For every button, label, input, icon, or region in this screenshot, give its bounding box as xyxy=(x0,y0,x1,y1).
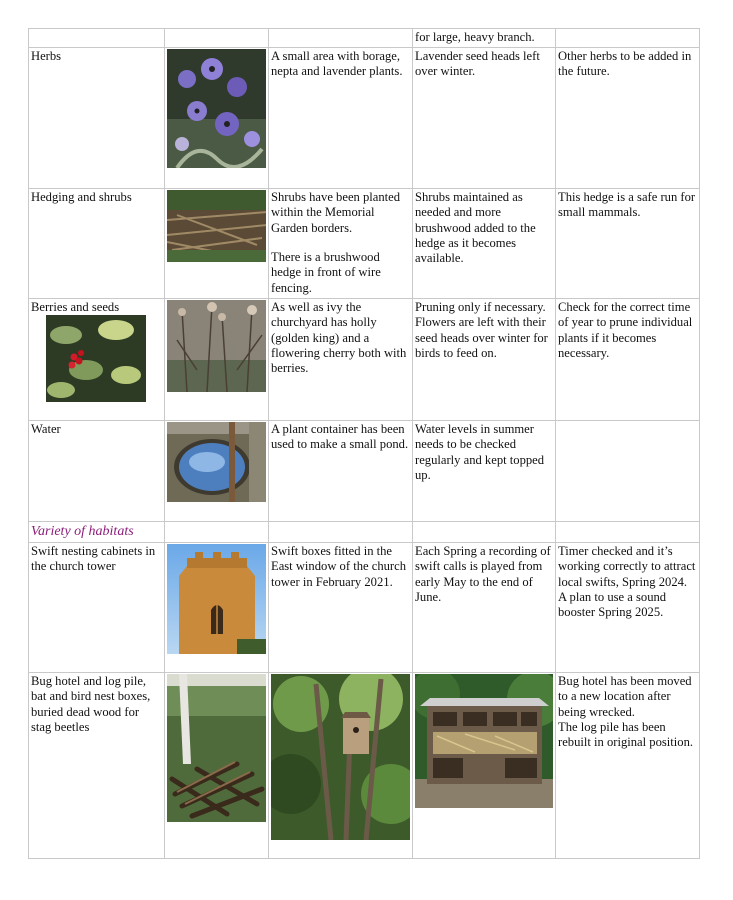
cell-text: A plant container has been used to make a small pond. xyxy=(269,421,413,522)
table-row xyxy=(29,673,700,859)
cell-text: A plan to use a sound booster Spring 2025. xyxy=(558,590,667,620)
borage-flowers-photo xyxy=(167,49,266,168)
cell-text: Other herbs to be added in the future. xyxy=(556,48,700,189)
feature-cell: Water xyxy=(29,421,165,522)
feature-cell: Swift nesting cabinets in the church tower xyxy=(29,543,165,673)
cell-text: Water levels in summer needs to be checked regularly and kept topped up. xyxy=(413,421,556,522)
brushwood-hedge-photo xyxy=(167,190,266,262)
cell-text: Swift boxes fitted in the East window of the church tower in February 2021. xyxy=(269,543,413,673)
table-row xyxy=(29,29,700,48)
feature-cell: Bug hotel and log pile, bat and bird nest boxes, buried dead wood for stag beetles xyxy=(29,673,165,859)
cell-text: for large, heavy branch. xyxy=(413,29,556,48)
cell-text: Shrubs maintained as needed and more brushwood added to the hedge as it becomes available. xyxy=(413,189,556,299)
table-row xyxy=(29,543,700,673)
feature-cell: Herbs xyxy=(29,48,165,189)
cell-text: Timer checked and it’s working correctly to attract local swifts, Spring 2024. xyxy=(558,544,696,589)
cell-text: This hedge is a safe run for small mammals. xyxy=(556,189,700,299)
log-pile-photo xyxy=(167,674,266,822)
table-row xyxy=(29,48,700,189)
table-row xyxy=(29,522,700,543)
section-title: Variety of habitats xyxy=(29,522,165,543)
seed-heads-photo xyxy=(167,300,266,392)
cell-text: There is a brushwood hedge in front of wire fencing. xyxy=(271,250,381,295)
cell-text: Bug hotel has been moved to a new location after being wrecked. xyxy=(558,674,692,719)
cell-text: Shrubs have been planted within the Memorial Garden borders. xyxy=(271,190,401,235)
cell-text: Check for the correct time of year to prune individual plants if it becomes necessary. xyxy=(556,299,700,421)
cell-text: A small area with borage, nepta and lavender plants. xyxy=(269,48,413,189)
holly-berries-photo xyxy=(46,315,162,402)
container-pond-photo xyxy=(167,422,266,502)
cell-text: Lavender seed heads left over winter. xyxy=(413,48,556,189)
table-row xyxy=(29,299,700,421)
bug-hotel-photo xyxy=(415,674,553,808)
cell-text: The log pile has been rebuilt in original position. xyxy=(558,720,694,750)
cell-text: As well as ivy the churchyard has holly (golden king) and a flowering cherry both with berries. xyxy=(269,299,413,421)
habitat-table xyxy=(28,28,700,859)
feature-cell: Hedging and shrubs xyxy=(29,189,165,299)
cell-text: Pruning only if necessary. Flowers are left with their seed heads over winter for birds to feed on. xyxy=(413,299,556,421)
church-tower-photo xyxy=(167,544,266,654)
table-row xyxy=(29,421,700,522)
feature-cell: Berries and seeds xyxy=(31,300,120,314)
table-row xyxy=(29,189,700,299)
cell-text: Each Spring a recording of swift calls is played from early May to the end of June. xyxy=(413,543,556,673)
nest-box-photo xyxy=(271,674,410,840)
